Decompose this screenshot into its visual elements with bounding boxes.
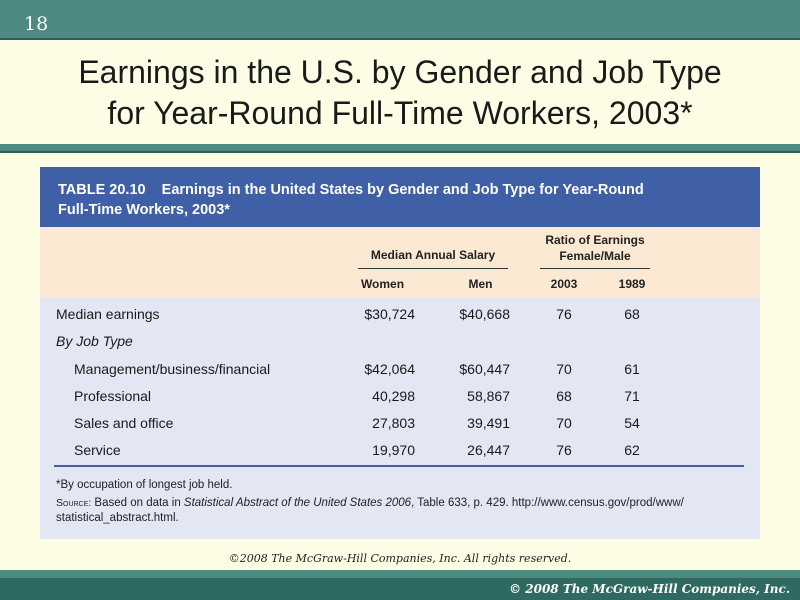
table-source [56, 496, 746, 526]
cell-professional-1989: 71 [624, 388, 640, 404]
group-header-ratio-line1: Ratio of Earnings [545, 233, 645, 247]
cell-professional-women: 40,298 [372, 388, 415, 404]
cell-median-1989: 68 [624, 306, 640, 322]
earnings-table [40, 167, 760, 539]
slide-title-line1: Earnings in the U.S. by Gender and Job Type [78, 54, 722, 90]
table-bottom-rule [54, 465, 744, 467]
cell-management-2003: 70 [556, 361, 572, 377]
slide-title [0, 52, 800, 134]
row-label-professional: Professional [74, 388, 152, 404]
row-label-median-earnings: Median earnings [56, 306, 160, 322]
source-title: Statistical Abstract of the United States 2006 [183, 497, 412, 509]
cell-service-men: 26,447 [467, 442, 510, 458]
cell-median-women: $30,724 [364, 306, 415, 322]
cell-management-women: $42,064 [364, 361, 415, 377]
table-caption-line1: TABLE 20.10 Earnings in the United States by Gender and Job Type for Year-Round [58, 182, 644, 198]
source-text-post: , Table 633, p. 429. http://www.census.gov/prod/www/ [411, 497, 684, 509]
group-header-salary-rule [358, 268, 508, 269]
cell-professional-2003: 68 [556, 388, 572, 404]
col-header-1989: 1989 [618, 277, 646, 291]
cell-service-1989: 62 [624, 442, 640, 458]
group-header-salary: Median Annual Salary [370, 248, 496, 262]
cell-management-1989: 61 [624, 361, 640, 377]
footer-copyright: © 2008 The McGraw-Hill Companies, Inc. [509, 582, 790, 596]
row-label-service: Service [74, 442, 121, 458]
section-label-by-job-type: By Job Type [56, 333, 133, 349]
title-rule [0, 144, 800, 151]
group-header-ratio-line2: Female/Male [559, 249, 631, 263]
cell-service-women: 19,970 [372, 442, 415, 458]
cell-service-2003: 76 [556, 442, 572, 458]
table-caption [58, 180, 748, 220]
row-label-sales-office: Sales and office [74, 415, 174, 431]
source-text-pre: Based on data in [91, 497, 184, 509]
table-footnote: *By occupation of longest job held. [56, 479, 233, 491]
cell-sales-1989: 54 [624, 415, 640, 431]
cell-sales-men: 39,491 [467, 415, 510, 431]
footer-bar [0, 578, 800, 600]
cell-sales-2003: 70 [556, 415, 572, 431]
slide-number: 18 [24, 13, 49, 35]
top-band [0, 0, 800, 40]
group-header-ratio-rule [540, 268, 650, 269]
table-caption-line2: Full-Time Workers, 2003* [58, 202, 230, 218]
cell-median-2003: 76 [556, 306, 572, 322]
group-header-ratio [540, 232, 650, 264]
copyright-notice: ©2008 The McGraw-Hill Companies, Inc. All rights reserved. [228, 552, 572, 565]
source-text-line2: statistical_abstract.html. [56, 512, 179, 524]
cell-management-men: $60,447 [459, 361, 510, 377]
col-header-women: Women [360, 277, 405, 291]
table-caption-band [40, 167, 760, 227]
slide-title-line2: for Year-Round Full-Time Workers, 2003* [107, 95, 693, 131]
col-header-men: Men [468, 277, 493, 291]
col-header-2003: 2003 [550, 277, 578, 291]
source-label: Source: [56, 497, 92, 509]
cell-sales-women: 27,803 [372, 415, 415, 431]
bottom-band [0, 570, 800, 578]
row-label-management: Management/business/financial [74, 361, 271, 377]
cell-median-men: $40,668 [459, 306, 510, 322]
cell-professional-men: 58,867 [467, 388, 510, 404]
